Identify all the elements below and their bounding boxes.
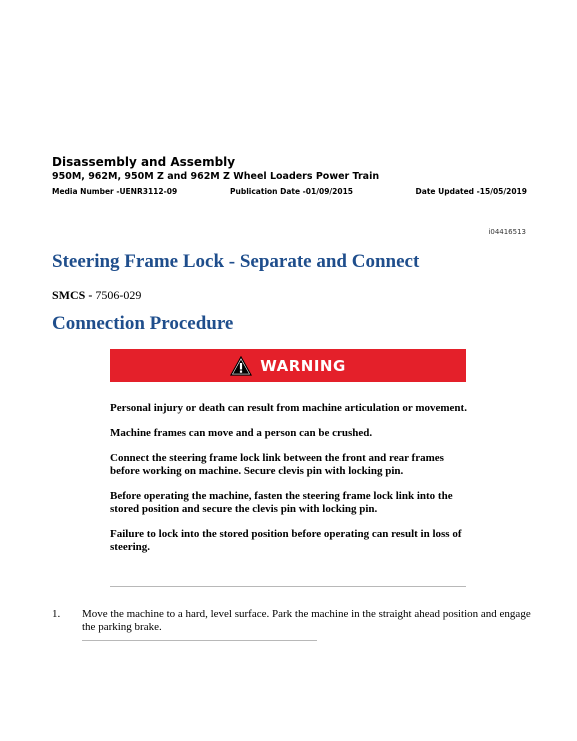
step-number: 1. [52, 608, 61, 620]
document-id: i04416513 [488, 228, 526, 236]
publication-date: Publication Date -01/09/2015 [230, 187, 354, 196]
page-title: Steering Frame Lock - Separate and Connect [52, 251, 420, 272]
smcs-code [52, 288, 141, 303]
smcs-label: SMCS - [52, 288, 93, 302]
divider [82, 640, 317, 641]
warning-body [110, 402, 470, 566]
manual-subtitle: 950M, 962M, 950M Z and 962M Z Wheel Loaders Power Train [52, 171, 380, 182]
step-text: Move the machine to a hard, level surface. Park the machine in the straight ahead position and engage the parking brake. [82, 608, 531, 633]
document-header [52, 154, 527, 196]
warning-paragraph: Failure to lock into the stored position before operating can result in loss of steering. [110, 528, 462, 553]
warning-paragraph: Personal injury or death can result from machine articulation or movement. [110, 402, 467, 414]
warning-label: WARNING [260, 356, 346, 375]
warning-paragraph: Machine frames can move and a person can be crushed. [110, 427, 373, 439]
warning-banner [110, 349, 466, 382]
media-number: Media Number -UENR3112-09 [52, 187, 178, 196]
warning-triangle-icon [230, 356, 252, 376]
meta-row [52, 187, 527, 196]
warning-paragraph: Connect the steering frame lock link between the front and rear frames before working on machine. Secure clevis pin with locking pin. [110, 452, 444, 477]
section-title: Connection Procedure [52, 313, 234, 334]
smcs-value: 7506-029 [95, 288, 142, 302]
divider [110, 586, 466, 587]
date-updated: Date Updated -15/05/2019 [415, 187, 527, 196]
warning-paragraph: Before operating the machine, fasten the steering frame lock link into the stored position and secure the clevis pin with locking pin. [110, 490, 453, 515]
manual-title: Disassembly and Assembly [52, 155, 236, 169]
